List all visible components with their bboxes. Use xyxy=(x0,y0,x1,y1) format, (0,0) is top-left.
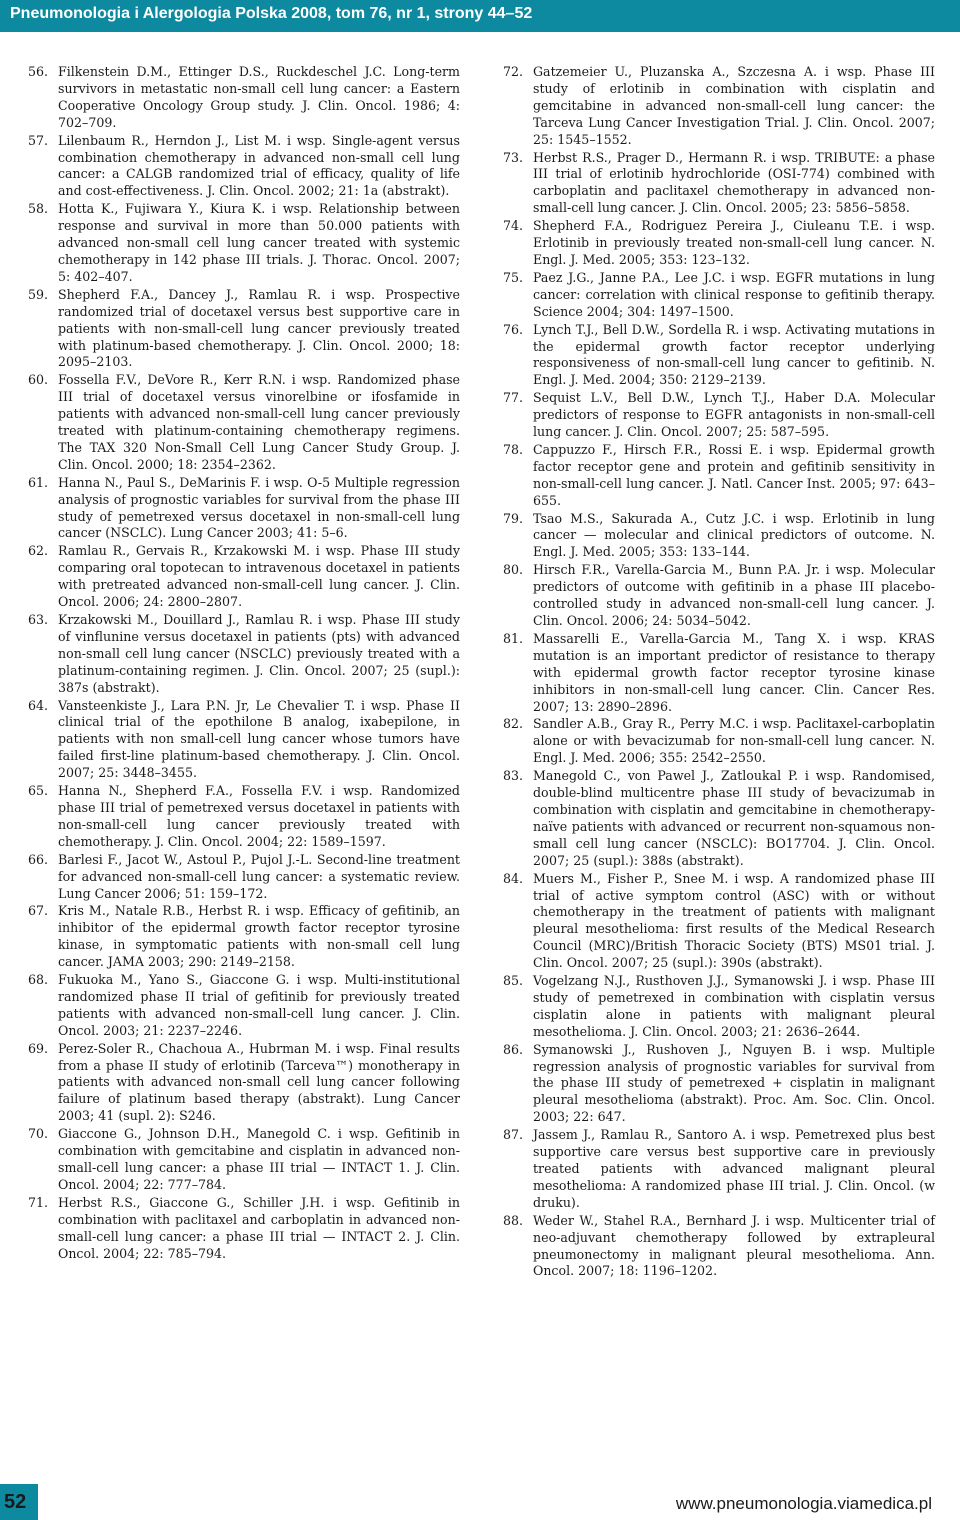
reference-item xyxy=(503,871,935,972)
reference-text: Hirsch F.R., Varella-Garcia M., Bunn P.A. Jr. i wsp. Molecular predictors of outcome with gefitinib in a phase III placebo-controlled study in advanced non-small-cell lung cancer. J. Clin. Oncol. 2006; 24: 5034–5042. xyxy=(533,562,935,628)
reference-number: 82. xyxy=(503,716,524,732)
reference-item xyxy=(503,973,935,1041)
reference-number: 79. xyxy=(503,510,524,526)
reference-item xyxy=(28,1041,460,1126)
reference-text: Hotta K., Fujiwara Y., Kiura K. i wsp. Relationship between response and survival in more than 50.000 patients with advanced non-small cell lung cancer treated with systemic chemotherapy in 142 phase III trials. J. Thorac. Oncol. 2007; 5: 402–407. xyxy=(58,201,460,284)
reference-number: 62. xyxy=(28,543,49,559)
reference-number: 73. xyxy=(503,149,524,165)
reference-text: Shepherd F.A., Rodriguez Pereira J., Ciuleanu T.E. i wsp. Erlotinib in previously treated non-small-cell lung cancer. N. Engl. J. Med. 2005; 353: 123–132. xyxy=(533,218,935,267)
reference-number: 87. xyxy=(503,1127,524,1143)
references-column-right xyxy=(503,64,935,1281)
reference-item xyxy=(28,543,460,611)
reference-item xyxy=(28,852,460,903)
reference-number: 68. xyxy=(28,972,49,988)
reference-list-right xyxy=(503,64,935,1280)
reference-item xyxy=(503,1213,935,1281)
website-url[interactable]: www.pneumonologia.viamedica.pl xyxy=(675,1494,932,1513)
reference-list-left xyxy=(28,64,460,1262)
reference-text: Paez J.G., Janne P.A., Lee J.C. i wsp. EGFR mutations in lung cancer: correlation with clinical response to gefitinib therapy. Science 2004; 304: 1497–1500. xyxy=(533,269,935,319)
reference-number: 81. xyxy=(503,630,524,646)
reference-number: 63. xyxy=(28,612,49,627)
reference-item xyxy=(503,270,935,321)
reference-item xyxy=(503,150,935,218)
reference-item xyxy=(28,783,460,851)
reference-number: 56. xyxy=(28,64,49,79)
reference-number: 80. xyxy=(503,562,524,578)
reference-item xyxy=(503,631,935,716)
journal-title: Pneumonologia i Alergologia Polska 2008, tom 76, nr 1, strony 44–52 xyxy=(10,5,533,22)
reference-item xyxy=(503,64,935,149)
reference-text: Herbst R.S., Giaccone G., Schiller J.H. i wsp. Gefitinib in combination with paclitaxel and carboplatin in advanced non-small-cell lung cancer: a phase III trial — INTACT 2. J. Clin. Oncol. 2004; 22: 785–794. xyxy=(58,1194,460,1261)
reference-text: Muers M., Fisher P., Snee M. i wsp. A randomized phase III trial of active symptom control (ASC) with or without chemotherapy in the treatment of patients with malignant pleural mesothelioma: first results of the Medical Research Council (MRC)/British Thoracic Society (BTS) MS01 trial. J. Clin. Oncol. 2007; 25 (supl.): 390s (abstrakt). xyxy=(533,870,935,971)
reference-text: Filkenstein D.M., Ettinger D.S., Ruckdeschel J.C. Long-term survivors in metastatic non-small cell lung cancer: a Eastern Cooperative Oncology Group study. J. Clin. Oncol. 1986; 4: 702–709. xyxy=(58,64,460,130)
reference-item xyxy=(28,64,460,132)
reference-text: Barlesi F., Jacot W., Astoul P., Pujol J.-L. Second-line treatment for advanced non-small-cell lung cancer: a systematic review. Lung Cancer 2006; 51: 159–172. xyxy=(58,851,460,901)
journal-header-bar xyxy=(0,0,960,32)
reference-text: Fukuoka M., Yano S., Giaccone G. i wsp. Multi-institutional randomized phase II trial of gefitinib for previously treated patients with advanced non-small-cell lung cancer. J. Clin. Oncol. 2003; 21: 2237–2246. xyxy=(58,972,460,1038)
reference-item xyxy=(503,1127,935,1212)
reference-item xyxy=(28,287,460,372)
reference-text: Hanna N., Shepherd F.A., Fossella F.V. i wsp. Randomized phase III trial of pemetrexed versus docetaxel in patients with non-small-cell lung cancer previously treated with chemotherapy. J. Clin. Oncol. 2004; 22: 1589–1597. xyxy=(58,783,460,849)
reference-number: 86. xyxy=(503,1041,524,1057)
reference-text: Fossella F.V., DeVore R., Kerr R.N. i wsp. Randomized phase III trial of docetaxel versus vinorelbine or ifosfamide in patients with advanced non-small-cell lung cancer previously treated with platinum-containing chemotherapy regimens. The TAX 320 Non-Small Cell Lung Cancer Study Group. J. Clin. Oncol. 2000; 18: 2354–2362. xyxy=(58,372,460,472)
reference-text: Jassem J., Ramlau R., Santoro A. i wsp. Pemetrexed plus best supportive care versus best supportive care in previously treated patients with advanced malignant pleural mesothelioma: A randomized phase III trial. J. Clin. Oncol. (w druku). xyxy=(533,1127,935,1210)
reference-number: 85. xyxy=(503,973,524,989)
reference-item xyxy=(503,390,935,441)
reference-number: 69. xyxy=(28,1040,49,1056)
references-column-left xyxy=(28,64,460,1263)
reference-text: Lynch T.J., Bell D.W., Sordella R. i wsp. Activating mutations in the epidermal growth factor receptor underlying responsiveness of non-small-cell lung cancer to gefitinib. N. Engl. J. Med. 2004; 350: 2129–2139. xyxy=(533,321,935,388)
reference-number: 60. xyxy=(28,372,49,388)
reference-item xyxy=(503,562,935,630)
reference-text: Krzakowski M., Douillard J., Ramlau R. i wsp. Phase III study of vinflunine versus docetaxel in patients (pts) with advanced non-small cell lung cancer (NSCLC) previously treated with a platinum-containing regimen. J. Clin. Oncol. 2007; 25 (supl.): 387s (abstrakt). xyxy=(58,612,460,695)
reference-number: 72. xyxy=(503,64,524,79)
reference-item xyxy=(28,475,460,543)
reference-text: Hanna N., Paul S., DeMarinis F. i wsp. O-5 Multiple regression analysis of prognostic variables for survival from the phase III study of pemetrexed versus docetaxel in non-small-cell lung cancer (NSCLC). Lung Cancer 2003; 41: 5–6. xyxy=(58,474,460,541)
reference-number: 57. xyxy=(28,132,49,148)
reference-number: 64. xyxy=(28,697,49,713)
reference-number: 66. xyxy=(28,851,49,867)
reference-number: 65. xyxy=(28,783,49,799)
reference-number: 77. xyxy=(503,390,524,406)
reference-number: 67. xyxy=(28,903,49,919)
reference-text: Vansteenkiste J., Lara P.N. Jr, Le Chevalier T. i wsp. Phase II clinical trial of the epothilone B analog, ixabepilone, in patients with non small-cell lung cancer whose tumors have failed first-line platinum-based chemotherapy. J. Clin. Oncol. 2007; 25: 3448–3455. xyxy=(58,697,460,781)
reference-number: 84. xyxy=(503,870,524,886)
reference-text: Manegold C., von Pawel J., Zatloukal P. i wsp. Randomised, double-blind multicentre phase III study of bevacizumab in combination with cisplatin and gemcitabine in chemotherapy-naïve patients with advanced or recurrent non-squamous non-small cell lung cancer (NSCLC): BO17704. J. Clin. Oncol. 2007; 25 (supl.): 388s (abstrakt). xyxy=(533,768,935,868)
reference-text: Lilenbaum R., Herndon J., List M. i wsp. Single-agent versus combination chemotherapy in advanced non-small cell lung cancer: a CALGB randomized trial of efficacy, quality of life and cost-effectiveness. J. Clin. Oncol. 2002; 21: 1a (abstrakt). xyxy=(58,132,460,199)
reference-number: 71. xyxy=(28,1194,49,1210)
reference-number: 59. xyxy=(28,286,49,302)
reference-number: 74. xyxy=(503,218,524,234)
reference-number: 76. xyxy=(503,321,524,337)
reference-number: 83. xyxy=(503,768,524,784)
reference-text: Vogelzang N.J., Rusthoven J.J., Symanowski J. i wsp. Phase III study of pemetrexed in combination with cisplatin versus cisplatin alone in patients with malignant pleural mesothelioma. J. Clin. Oncol. 2003; 21: 2636–2644. xyxy=(533,973,935,1039)
reference-item xyxy=(28,612,460,697)
page-number: 52 xyxy=(4,1491,27,1513)
reference-item xyxy=(28,1195,460,1263)
reference-item xyxy=(28,698,460,783)
reference-text: Tsao M.S., Sakurada A., Cutz J.C. i wsp. Erlotinib in lung cancer — molecular and clinical predictors of outcome. N. Engl. J. Med. 2005; 353: 133–144. xyxy=(533,510,935,560)
reference-item xyxy=(503,218,935,269)
reference-text: Ramlau R., Gervais R., Krzakowski M. i wsp. Phase III study comparing oral topotecan to intravenous docetaxel in patients with pretreated advanced non-small-cell lung cancer. J. Clin. Oncol. 2006; 24: 2800–2807. xyxy=(58,543,460,610)
reference-number: 61. xyxy=(28,474,49,490)
reference-text: Cappuzzo F., Hirsch F.R., Rossi E. i wsp. Epidermal growth factor receptor gene and protein and gefitinib sensitivity in non-small-cell lung cancer. J. Natl. Cancer Inst. 2005; 97: 643–655. xyxy=(533,441,935,508)
reference-text: Sequist L.V., Bell D.W., Lynch T.J., Haber D.A. Molecular predictors of response to EGFR antagonists in non-small-cell lung cancer. J. Clin. Oncol. 2007; 25: 587–595. xyxy=(533,390,935,440)
reference-item xyxy=(28,1126,460,1194)
reference-item xyxy=(28,372,460,473)
reference-item xyxy=(28,903,460,971)
reference-number: 75. xyxy=(503,269,524,285)
reference-text: Herbst R.S., Prager D., Hermann R. i wsp. TRIBUTE: a phase III trial of erlotinib hydrochloride (OSI-774) combined with carboplatin and paclitaxel chemotherapy in advanced non-small-cell lung cancer. J. Clin. Oncol. 2005; 23: 5856–5858. xyxy=(533,149,935,216)
reference-text: Giaccone G., Johnson D.H., Manegold C. i wsp. Gefitinib in combination with gemcitabine and cisplatin in advanced non-small-cell lung cancer: a phase III trial — INTACT 1. J. Clin. Oncol. 2004; 22: 777–784. xyxy=(58,1126,460,1192)
reference-item xyxy=(28,133,460,201)
reference-item xyxy=(28,201,460,286)
reference-item xyxy=(503,1042,935,1127)
reference-item xyxy=(503,768,935,869)
reference-number: 88. xyxy=(503,1212,524,1228)
reference-text: Kris M., Natale R.B., Herbst R. i wsp. Efficacy of gefitinib, an inhibitor of the epidermal growth factor receptor tyrosine kinase, in symptomatic patients with non-small cell lung cancer. JAMA 2003; 290: 2149–2158. xyxy=(58,903,460,970)
reference-number: 78. xyxy=(503,441,524,457)
reference-item xyxy=(503,442,935,510)
reference-text: Shepherd F.A., Dancey J., Ramlau R. i wsp. Prospective randomized trial of docetaxel versus best supportive care in patients with non-small-cell lung cancer previously treated with platinum-based chemotherapy. J. Clin. Oncol. 2000; 18: 2095–2103. xyxy=(58,286,460,370)
reference-text: Gatzemeier U., Pluzanska A., Szczesna A. i wsp. Phase III study of erlotinib in combination with cisplatin and gemcitabine in advanced non-small-cell lung cancer: the Tarceva Lung Cancer Investigation Trial. J. Clin. Oncol. 2007; 25: 1545–1552. xyxy=(533,64,935,147)
reference-item xyxy=(503,322,935,390)
reference-item xyxy=(503,716,935,767)
reference-number: 58. xyxy=(28,201,49,217)
reference-text: Weder W., Stahel R.A., Bernhard J. i wsp. Multicenter trial of neo-adjuvant chemotherapy followed by extrapleural pneumonectomy in malignant pleural mesothelioma. Ann. Oncol. 2007; 18: 1196–1202. xyxy=(533,1212,935,1279)
reference-text: Symanowski J., Rushoven J., Nguyen B. i wsp. Multiple regression analysis of prognostic variables for survival from the phase III study of pemetrexed + cisplatin in malignant pleural mesothelioma (abstrakt). Proc. Am. Soc. Clin. Oncol. 2003; 22: 647. xyxy=(533,1041,935,1125)
reference-text: Massarelli E., Varella-Garcia M., Tang X. i wsp. KRAS mutation is an important predictor of resistance to therapy with epidermal growth factor receptor tyrosine kinase inhibitors in non-small-cell lung cancer. Clin. Cancer Res. 2007; 13: 2890–2896. xyxy=(533,630,935,714)
reference-text: Sandler A.B., Gray R., Perry M.C. i wsp. Paclitaxel-carboplatin alone or with bevacizumab for non-small-cell lung cancer. N. Engl. J. Med. 2006; 355: 2542–2550. xyxy=(533,716,935,766)
reference-text: Perez-Soler R., Chachoua A., Hubrman M. i wsp. Final results from a phase II study of erlotinib (Tarceva™) monotherapy in patients with advanced non-small cell lung cancer following failure of platinum based therapy (abstrakt). Lung Cancer 2003; 41 (supl. 2): S246. xyxy=(58,1040,460,1124)
reference-item xyxy=(503,511,935,562)
reference-number: 70. xyxy=(28,1126,49,1142)
reference-item xyxy=(28,972,460,1040)
